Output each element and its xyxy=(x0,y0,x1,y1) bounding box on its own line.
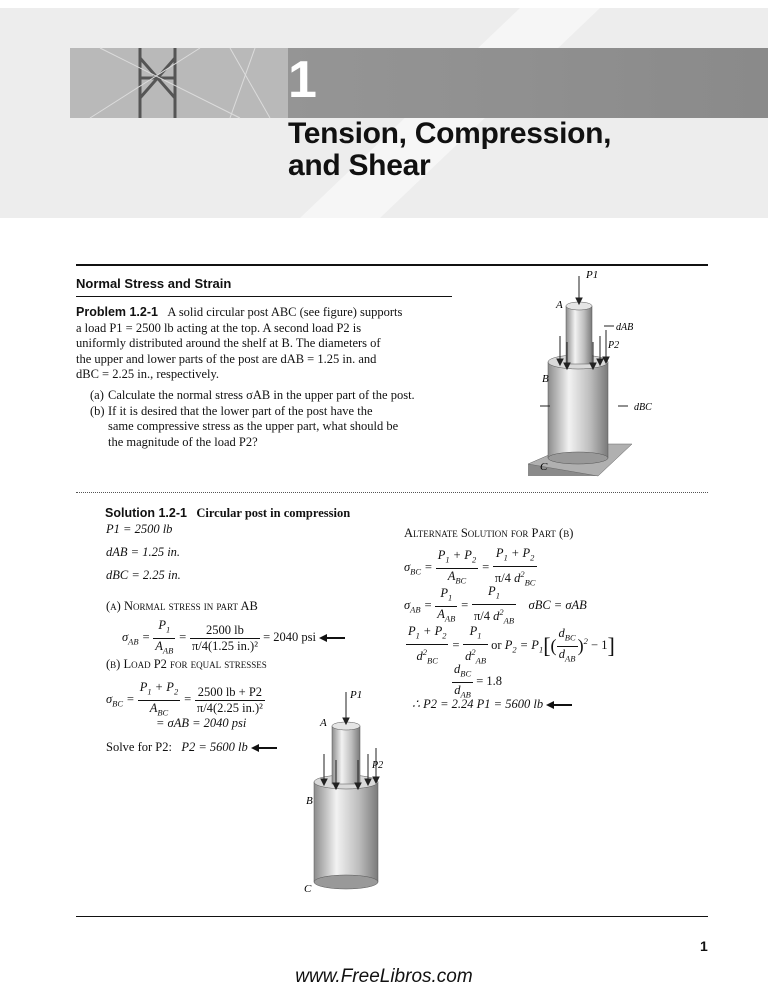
footer-rule xyxy=(76,916,708,917)
lower-post xyxy=(548,362,608,458)
chapter-title xyxy=(288,118,611,182)
footer-url-link[interactable]: www.FreeLibros.com xyxy=(295,966,473,987)
sol-fig-label-b: B xyxy=(306,795,313,807)
problem-line-2: a load P1 = 2500 lb acting at the top. A second load P2 is xyxy=(76,320,362,335)
part-a-equation: $\sigma_{AB}$ = $\frac{P_1}{A_{AB}}$ = $\frac{2500 lb}{\text{π/4(1.25 in.)²}}$ = 2040 psi xyxy=(122,618,345,658)
problem-line-1: A solid circular post ABC (see figure) supports xyxy=(167,305,403,319)
sol-fig-label-c: C xyxy=(304,883,312,895)
part-b-marker: (b) xyxy=(90,403,105,418)
fig-label-dab: dAB xyxy=(616,322,634,333)
problem-part-b-line1: If it is desired that the lower part of the post have the xyxy=(108,403,373,418)
fig-label-p2: P2 xyxy=(608,340,620,351)
part-b-numerator: 2500 lb + P2 xyxy=(195,685,265,701)
solution-post-figure xyxy=(300,688,400,898)
problem-part-a: Calculate the normal stress σAB in the upper part of the post. xyxy=(108,388,415,402)
chapter-title-line1: Tension, Compression, xyxy=(288,117,612,150)
problem-part-b-line2: same compressive stress as the upper part, what should be xyxy=(108,419,399,434)
result-arrow-icon xyxy=(319,633,345,643)
section-heading: Normal Stress and Strain xyxy=(76,276,232,291)
part-b-denominator: (2.25 in.)² xyxy=(212,700,263,715)
chapter-banner xyxy=(0,8,768,218)
problem-line-5: dBC = 2.25 in., respectively. xyxy=(76,367,220,382)
alt-sigma-equal: σBC = σAB xyxy=(528,597,587,612)
part-a-heading: (a) Normal stress in part AB xyxy=(106,599,258,613)
result-arrow-icon xyxy=(546,700,572,710)
given-p1: P1 = 2500 lb xyxy=(106,522,173,536)
fig-label-c: C xyxy=(540,461,548,473)
solution-lower-post xyxy=(314,782,378,882)
solve-result: P2 = 5600 lb xyxy=(181,740,248,754)
page-number: 1 xyxy=(700,938,708,954)
alt-ratio-value-line: $\frac{d_{BC}}{d_{AB}}$ = 1.8 xyxy=(454,662,503,699)
alt-final: ∴ P2 = 2.24 P1 = 5600 lb xyxy=(412,697,544,711)
problem-line-3: uniformly distributed around the shelf at B. The diameters of xyxy=(76,336,381,351)
sol-fig-label-p1: P1 xyxy=(350,689,363,701)
solution-header xyxy=(105,506,350,522)
part-b-equation: $\sigma_{BC}$ = $\frac{P_1 + P_2}{A_{BC}}$ = $\frac{2500 lb + P2}{\text{π/4(2.25 in.)²}}$ xyxy=(106,680,263,717)
alt-heading: Alternate Solution for Part (b) xyxy=(404,526,574,540)
problem-parts xyxy=(90,388,460,450)
sol-fig-label-a: A xyxy=(320,717,327,729)
chapter-title-line2: and Shear xyxy=(288,149,431,182)
given-dab: dAB = 1.25 in. xyxy=(106,545,181,559)
chapter-number: 1 xyxy=(288,51,317,109)
part-b-heading: (b) Load P2 for equal stresses xyxy=(106,657,267,671)
fig-label-b: B xyxy=(542,373,549,385)
fig-label-a: A xyxy=(556,299,563,311)
given-dbc: dBC = 2.25 in. xyxy=(106,568,181,582)
part-a-marker: (a) xyxy=(90,388,104,402)
solution-title: Circular post in compression xyxy=(196,506,351,520)
alt-or: or xyxy=(491,637,502,652)
part-a-result: = 2040 psi xyxy=(263,629,316,644)
problem-label: Problem 1.2-1 xyxy=(76,305,158,319)
upper-post xyxy=(566,306,592,364)
part-a-denominator: (1.25 in.)² xyxy=(208,638,258,653)
part-b-stress-equality: = σAB = 2040 psi xyxy=(156,716,247,730)
banner-graphic xyxy=(0,8,768,218)
alt-ratio-value: = 1.8 xyxy=(476,673,503,688)
alt-final-line xyxy=(412,696,572,712)
fig-label-p1: P1 xyxy=(586,269,599,281)
solve-line xyxy=(106,740,277,755)
sol-fig-label-p2: P2 xyxy=(372,760,384,771)
solve-label: Solve for P2: xyxy=(106,740,172,754)
solution-separator xyxy=(76,492,708,493)
alt-sigma-bc: $\sigma_{BC}$ = $\frac{P_1 + P_2}{A_{BC}}$ = $\frac{P_1 + P_2}{\pi/4 d^2_{BC}}$ xyxy=(404,546,536,588)
result-arrow-icon xyxy=(251,743,277,753)
part-a-numerator: 2500 lb xyxy=(190,623,260,639)
problem-statement xyxy=(76,305,476,383)
problem-line-4: the upper and lower parts of the post are dAB = 1.25 in. and xyxy=(76,351,377,366)
fig-label-dbc: dBC xyxy=(634,402,652,413)
problem-part-b-line3: the magnitude of the load P2? xyxy=(108,434,258,449)
section-heading-rule xyxy=(76,296,452,297)
alt-sigma-ab: $\sigma_{AB}$ = $\frac{P_1}{A_{AB}}$ = $\frac{P_1}{\pi/4 d^2_{AB}}$ σBC = σAB xyxy=(404,584,587,626)
problem-post-figure xyxy=(520,266,690,482)
solution-label: Solution 1.2-1 xyxy=(105,506,187,520)
alt-ratio-equation: $\frac{P_1 + P_2}{d^2_{BC}}$ = $\frac{P_1}{d^2_{AB}}$ or $P_2 = P_1$[( $\frac{d_{BC}}{d_{AB}}$ )$^2$ − 1] xyxy=(408,624,615,666)
